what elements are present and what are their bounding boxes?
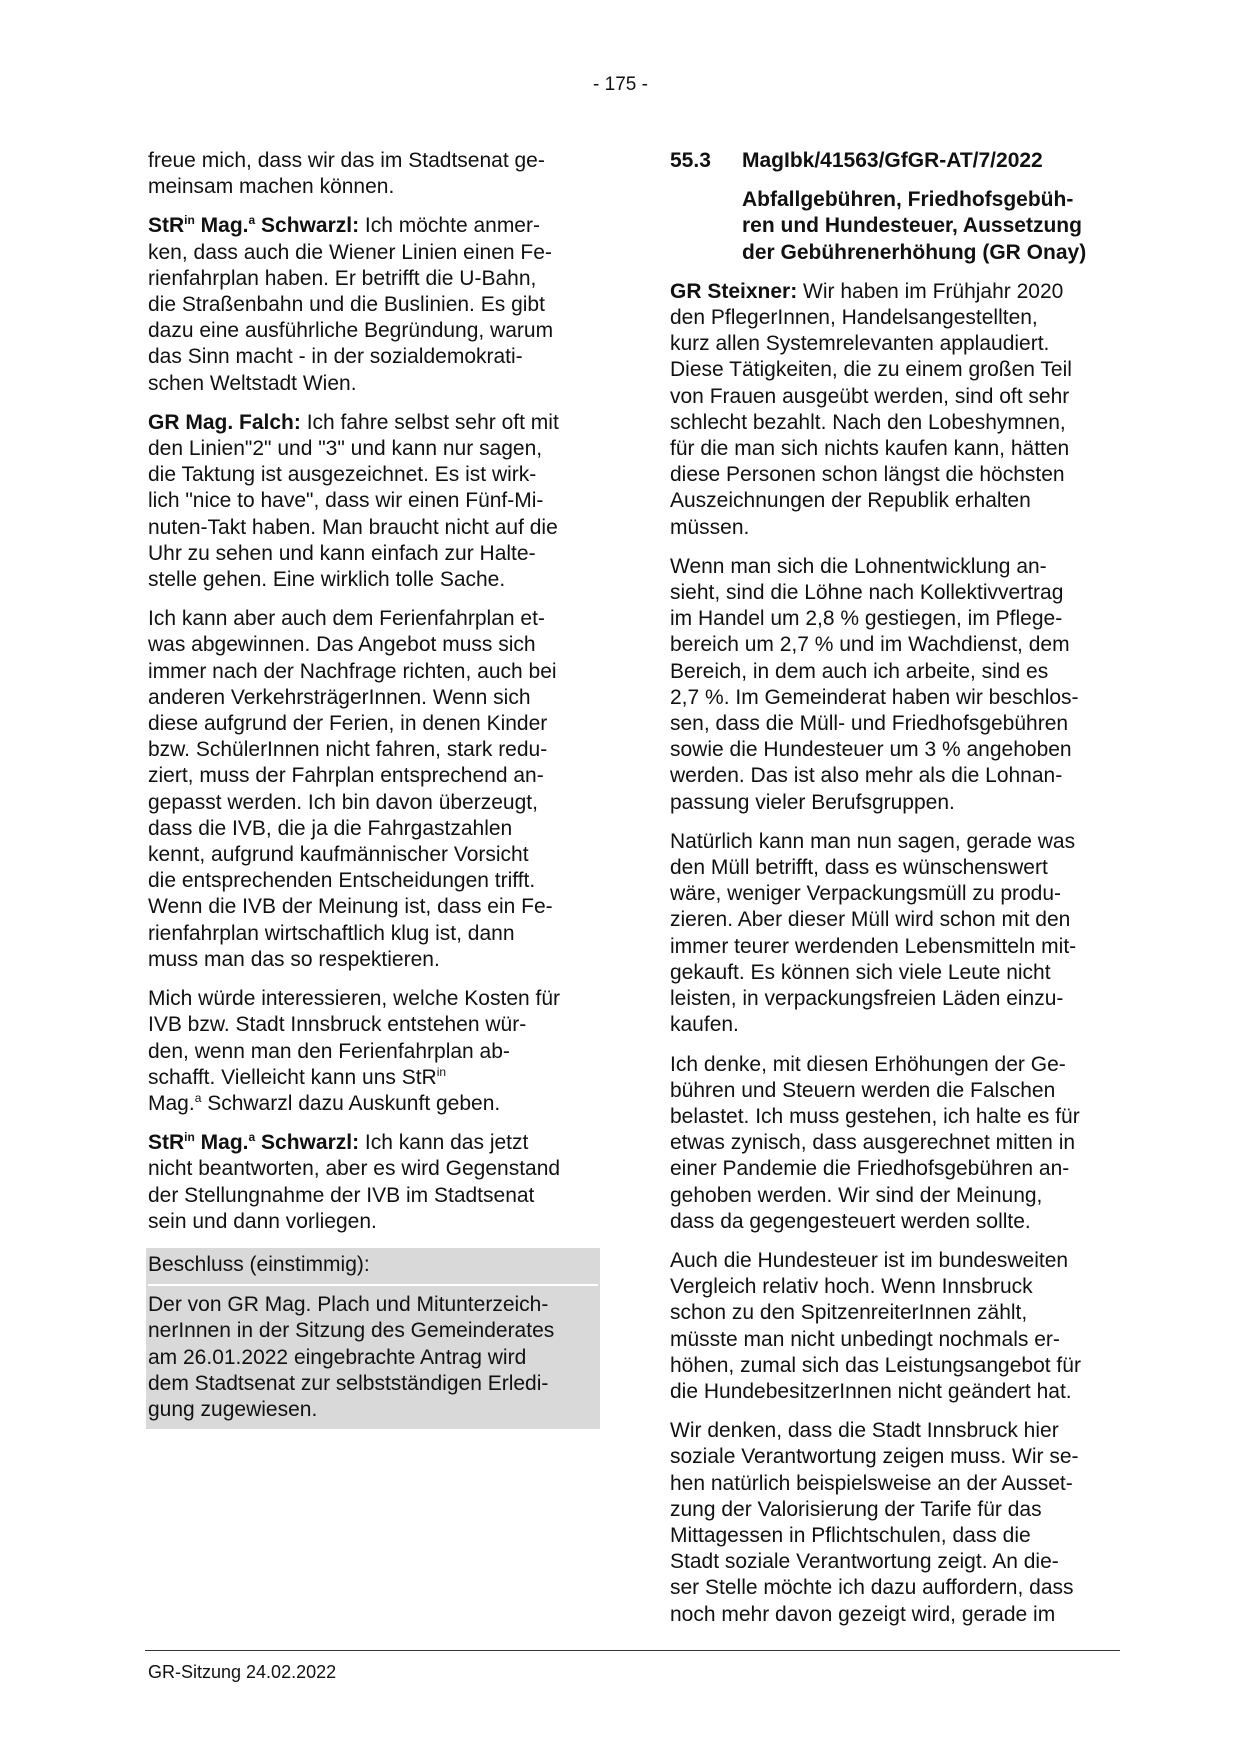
text-line: Auch die Hundesteuer ist im bundesweiten <box>670 1248 1069 1272</box>
paragraph-verantwortung <box>670 1418 1116 1628</box>
text-line: bühren und Steuern werden die Falschen <box>670 1078 1056 1102</box>
text-line: werden. Das ist also mehr als die Lohnan- <box>670 764 1063 788</box>
text-line: kaufen. <box>670 1013 739 1037</box>
speaker-part: StR <box>148 1131 185 1155</box>
agenda-title-line: Abfallgebühren, Friedhofsgebüh- <box>742 188 1074 212</box>
superscript: in <box>184 1130 195 1145</box>
speaker-part: Schwarzl: <box>255 1131 360 1155</box>
text-line: bereich um 2,7 % und im Wachdienst, dem <box>670 633 1070 657</box>
speaker-name <box>148 214 359 237</box>
text-line: den Linien"2" und "3" und kann nur sagen, <box>148 437 543 461</box>
paragraph-kosten <box>148 986 596 1117</box>
text-line: was abgewinnen. Das Angebot muss sich <box>148 633 536 657</box>
text-line: im Handel um 2,8 % gestiegen, im Pflege- <box>670 607 1063 631</box>
text-line: etwas zynisch, dass ausgerechnet mitten in <box>670 1131 1076 1155</box>
text-line: den Müll betrifft, dass es wünschenswert <box>670 856 1048 880</box>
text-line: Ich kann aber auch dem Ferienfahrplan et- <box>148 607 545 631</box>
text-line: höhen, zumal sich das Leistungsangebot für <box>670 1353 1081 1377</box>
superscript: a <box>248 1130 256 1145</box>
paragraph-ferienfahrplan <box>148 606 596 973</box>
text-line: gepasst werden. Ich bin davon überzeugt, <box>148 790 538 814</box>
text-line: hen natürlich beispielsweise an der Ausset- <box>670 1471 1073 1495</box>
text-line: ken, dass auch die Wiener Linien einen Fe- <box>148 240 552 264</box>
text-line: Mich würde interessieren, welche Kosten für <box>148 987 561 1011</box>
text-line: Auszeichnungen der Republik erhalten <box>670 489 1031 513</box>
text-line: dass die IVB, die ja die Fahrgastzahlen <box>148 816 513 840</box>
text-line: Ich denke, mit diesen Erhöhungen der Ge- <box>670 1052 1066 1076</box>
text-line: für die man sich nichts kaufen kann, hätten <box>670 437 1070 461</box>
text-line: die Taktung ist ausgezeichnet. Es ist wirk- <box>148 463 537 487</box>
footer-text: GR-Sitzung 24.02.2022 <box>148 1662 337 1682</box>
text-line: gung zugewiesen. <box>148 1397 318 1421</box>
paragraph-muell <box>670 829 1116 1039</box>
speaker-part: Mag. <box>194 214 249 238</box>
text-line: müssen. <box>670 515 750 539</box>
text-line: Wenn man sich die Lohnentwicklung an- <box>670 554 1047 578</box>
footer-divider <box>145 1650 1120 1651</box>
text-line: gehoben werden. Wir sind der Meinung, <box>670 1183 1043 1207</box>
speaker-name: GR Steixner: <box>670 279 798 303</box>
text-line: ser Stelle möchte ich dazu auffordern, dass <box>670 1576 1074 1600</box>
text-line: diese Personen schon längst die höchsten <box>670 463 1065 487</box>
text-line: von Frauen ausgeübt werden, sind oft sehr <box>670 384 1070 408</box>
text-line: stelle gehen. Eine wirklich tolle Sache. <box>148 568 506 592</box>
paragraph-steixner <box>670 279 1116 541</box>
text-line <box>670 279 1116 305</box>
text-line <box>148 1065 596 1091</box>
text-line: noch mehr davon gezeigt wird, gerade im <box>670 1602 1056 1626</box>
text-line: sowie die Hundesteuer um 3 % angehoben <box>670 738 1072 762</box>
text-line: Mittagessen in Pflichtschulen, dass die <box>670 1523 1031 1547</box>
superscript: in <box>184 213 195 228</box>
text-line: nicht beantworten, aber es wird Gegenstand <box>148 1157 561 1181</box>
text-line: zung der Valorisierung der Tarife für das <box>670 1497 1042 1521</box>
paragraph-schwarzl-1 <box>148 213 596 396</box>
text-line: dazu eine ausführliche Begründung, warum <box>148 319 554 343</box>
text-line: Vergleich relativ hoch. Wenn Innsbruck <box>670 1275 1033 1299</box>
text-line: rienfahrplan wirtschaftlich klug ist, dann <box>148 921 515 945</box>
text-line: gekauft. Es können sich viele Leute nicht <box>670 960 1051 984</box>
text-line: rienfahrplan haben. Er betrifft die U-Bahn, <box>148 266 537 290</box>
text-line: meinsam machen können. <box>148 175 395 199</box>
text-line: der Stellungnahme der IVB im Stadtsenat <box>148 1183 535 1207</box>
text-line: nuten-Takt haben. Man braucht nicht auf die <box>148 515 558 539</box>
text-line: die Straßenbahn und die Buslinien. Es gibt <box>148 293 545 317</box>
speaker-name: GR Mag. Falch: <box>148 410 301 434</box>
text-line: immer teurer werdenden Lebensmitteln mit- <box>670 934 1077 958</box>
right-column <box>670 148 1116 1641</box>
text-run: schafft. Vielleicht kann uns StR <box>148 1065 437 1089</box>
text-line: kurz allen Systemrelevanten applaudiert. <box>670 332 1050 356</box>
spacer <box>670 174 1116 187</box>
text-line <box>148 1091 596 1117</box>
text-line: immer nach der Nachfrage richten, auch bei <box>148 659 557 683</box>
text-line: passung vieler Berufsgruppen. <box>670 790 955 814</box>
text-line: soziale Verantwortung zeigen muss. Wir se- <box>670 1445 1079 1469</box>
superscript: a <box>248 213 256 228</box>
paragraph-schwarzl-2 <box>148 1130 596 1235</box>
text-line: die entsprechenden Entscheidungen trifft. <box>148 869 536 893</box>
paragraph-erhoehungen <box>670 1052 1116 1235</box>
text-line: diese aufgrund der Ferien, in denen Kinder <box>148 712 548 736</box>
paragraph-falch <box>148 410 596 593</box>
text-run: Ich fahre selbst sehr oft mit <box>300 410 559 434</box>
text-line: kennt, aufgrund kaufmännischer Vorsicht <box>148 843 529 867</box>
text-line: muss man das so respektieren. <box>148 947 440 971</box>
text-run: Schwarzl dazu Auskunft geben. <box>201 1091 501 1115</box>
text-line: sieht, sind die Löhne nach Kollektivvertrag <box>670 581 1064 605</box>
agenda-number: 55.3 <box>670 149 711 172</box>
agenda-reference: MagIbk/41563/GfGR-AT/7/2022 <box>742 149 1043 172</box>
agenda-title-line: der Gebührenerhöhung (GR Onay) <box>742 240 1087 264</box>
text-line: Bereich, in dem auch ich arbeite, sind es <box>670 659 1049 683</box>
text-line: nerInnen in der Sitzung des Gemeinderates <box>148 1319 555 1343</box>
resolution-box <box>146 1248 600 1429</box>
text-line: Wenn die IVB der Meinung ist, dass ein Fe- <box>148 895 553 919</box>
text-line: 2,7 %. Im Gemeinderat haben wir beschlos- <box>670 685 1079 709</box>
text-line: Wir denken, dass die Stadt Innsbruck hier <box>670 1419 1059 1443</box>
resolution-heading <box>148 1252 598 1286</box>
text-line: Uhr zu sehen und kann einfach zur Halte- <box>148 541 536 565</box>
text-line <box>148 213 596 239</box>
text-line: lich "nice to have", dass wir einen Fünf-Mi- <box>148 489 544 513</box>
text-line: den PflegerInnen, Handelsangestellten, <box>670 306 1038 330</box>
text-line: dem Stadtsenat zur selbstständigen Erledi- <box>148 1371 549 1395</box>
text-line: Diese Tätigkeiten, die zu einem großen Teil <box>670 358 1072 382</box>
text-line: IVB bzw. Stadt Innsbruck entstehen wür- <box>148 1013 527 1037</box>
text-line: sein und dann vorliegen. <box>148 1209 377 1233</box>
text-line: leisten, in verpackungsfreien Läden einzu- <box>670 987 1064 1011</box>
text-line: den, wenn man den Ferienfahrplan ab- <box>148 1039 510 1063</box>
text-line: bzw. SchülerInnen nicht fahren, stark redu- <box>148 738 548 762</box>
text-line: sen, dass die Müll- und Friedhofsgebühren <box>670 712 1069 736</box>
text-line: schen Weltstadt Wien. <box>148 371 357 395</box>
page-number: - 175 - <box>593 74 648 95</box>
text-line: anderen VerkehrsträgerInnen. Wenn sich <box>148 685 531 709</box>
text-line: Natürlich kann man nun sagen, gerade was <box>670 829 1076 853</box>
text-line: dass da gegengesteuert werden sollte. <box>670 1209 1031 1233</box>
text-run: Wir haben im Frühjahr 2020 <box>797 279 1064 303</box>
resolution-text <box>148 1292 598 1423</box>
speaker-name <box>148 1131 359 1154</box>
text-line: Stadt soziale Verantwortung zeigt. An die- <box>670 1550 1059 1574</box>
superscript: in <box>436 1064 447 1079</box>
paragraph-lohnentwicklung <box>670 554 1116 816</box>
speaker-part: Schwarzl: <box>255 214 360 238</box>
text-line: schlecht bezahlt. Nach den Lobeshymnen, <box>670 410 1066 434</box>
speaker-part: Mag. <box>194 1131 249 1155</box>
left-column <box>148 148 596 1429</box>
text-run: Ich möchte anmer- <box>359 214 540 238</box>
text-line: einer Pandemie die Friedhofsgebühren an- <box>670 1157 1070 1181</box>
text-line: müsste man nicht unbedingt nochmals er- <box>670 1327 1060 1351</box>
agenda-title-line: ren und Hundesteuer, Aussetzung <box>742 214 1082 238</box>
agenda-reference-line <box>670 149 1043 172</box>
paragraph-hundesteuer <box>670 1248 1116 1405</box>
text-line: freue mich, dass wir das im Stadtsenat ge- <box>148 149 545 172</box>
text-line: Der von GR Mag. Plach und Mitunterzeich- <box>148 1293 549 1317</box>
text-line: wäre, weniger Verpackungsmüll zu produ- <box>670 882 1062 906</box>
text-run: Mag. <box>148 1091 195 1115</box>
text-line: das Sinn macht - in der sozialdemokrati- <box>148 345 523 369</box>
text-line: Beschluss (einstimmig): <box>148 1252 370 1276</box>
text-line: belastet. Ich muss gestehen, ich halte es für <box>670 1104 1080 1128</box>
text-line: ziert, muss der Fahrplan entsprechend an- <box>148 764 544 788</box>
superscript: a <box>194 1090 202 1105</box>
text-run: Ich kann das jetzt <box>359 1131 529 1155</box>
text-line: am 26.01.2022 eingebrachte Antrag wird <box>148 1345 527 1369</box>
agenda-item-heading <box>670 148 1116 266</box>
text-line: schon zu den SpitzenreiterInnen zählt, <box>670 1301 1028 1325</box>
text-line <box>148 410 596 436</box>
text-line: zieren. Aber dieser Müll wird schon mit den <box>670 908 1071 932</box>
text-line <box>148 1130 596 1156</box>
speaker-part: StR <box>148 214 185 238</box>
text-line: die HundebesitzerInnen nicht geändert hat. <box>670 1379 1072 1403</box>
paragraph-continuation <box>148 148 596 200</box>
